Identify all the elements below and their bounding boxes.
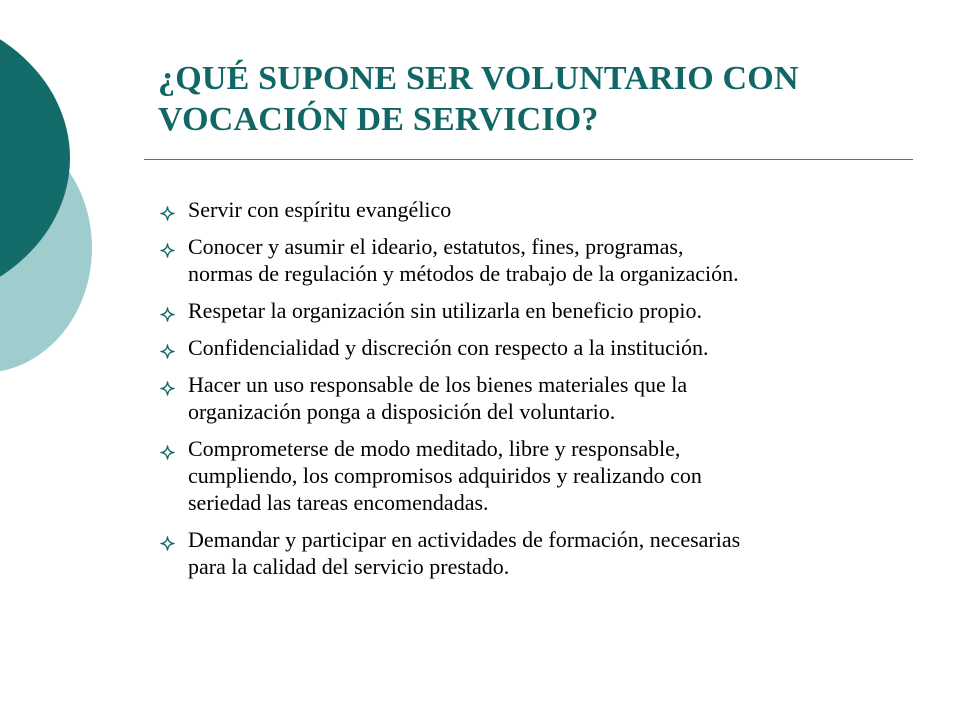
bullet-item: [156, 297, 916, 324]
slide-title-line-2: VOCACIÓN DE SERVICIO?: [158, 101, 599, 138]
bullet-item: [156, 334, 916, 361]
bullet-item: [156, 526, 916, 580]
bullet-line: seriedad las tareas encomendadas.: [188, 490, 489, 515]
hollow-diamond-star-icon: [160, 206, 175, 221]
hollow-diamond-star-icon: [160, 344, 175, 359]
hollow-diamond-star-icon: [160, 307, 175, 322]
bullet-item: [156, 196, 916, 223]
title-divider: [144, 159, 913, 160]
bullet-line: normas de regulación y métodos de trabajo de la organización.: [188, 261, 739, 286]
bullet-item: [156, 435, 916, 516]
slide-title-line-1: ¿QUÉ SUPONE SER VOLUNTARIO CON: [158, 60, 799, 97]
bullet-item: [156, 233, 916, 287]
bullet-line: Comprometerse de modo meditado, libre y responsable,: [188, 436, 681, 461]
slide-title: [158, 58, 918, 140]
bullet-list: [156, 196, 916, 590]
bullet-item: [156, 371, 916, 425]
bullet-line: Demandar y participar en actividades de formación, necesarias: [188, 527, 741, 552]
hollow-diamond-star-icon: [160, 381, 175, 396]
hollow-diamond-star-icon: [160, 445, 175, 460]
bullet-line: Servir con espíritu evangélico: [188, 197, 452, 222]
bullet-line: cumpliendo, los compromisos adquiridos y realizando con: [188, 463, 702, 488]
bullet-line: Conocer y asumir el ideario, estatutos, fines, programas,: [188, 234, 684, 259]
hollow-diamond-star-icon: [160, 536, 175, 551]
bullet-line: organización ponga a disposición del voluntario.: [188, 399, 616, 424]
bullet-line: Respetar la organización sin utilizarla en beneficio propio.: [188, 298, 702, 323]
hollow-diamond-star-icon: [160, 243, 175, 258]
bullet-line: Confidencialidad y discreción con respecto a la institución.: [188, 335, 709, 360]
bullet-line: para la calidad del servicio prestado.: [188, 554, 510, 579]
bullet-line: Hacer un uso responsable de los bienes materiales que la: [188, 372, 688, 397]
